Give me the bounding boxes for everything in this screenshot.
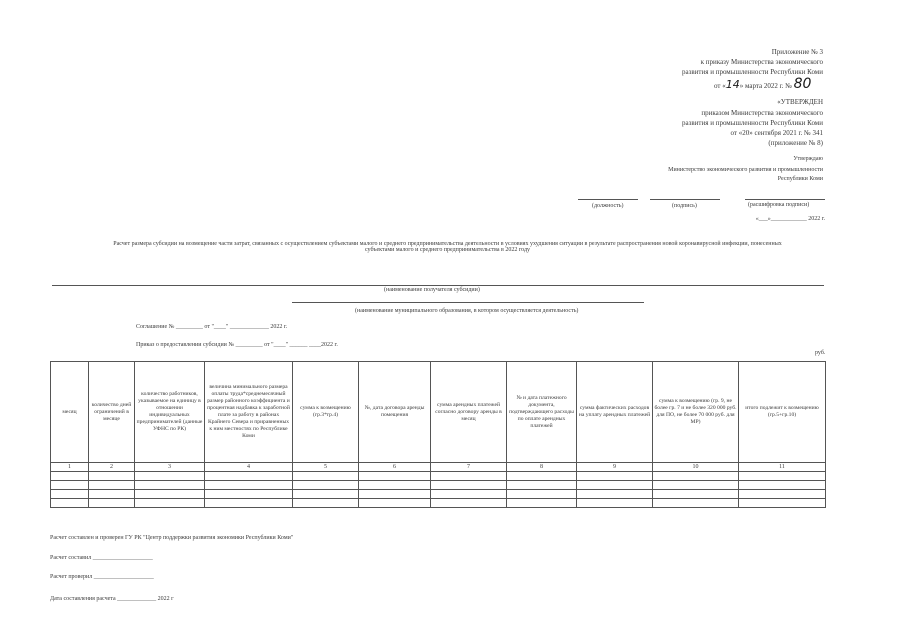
- decoding-line: [745, 199, 825, 200]
- header-rent-payments: сумма арендных платежей согласно договору аренды в месяц: [431, 362, 507, 463]
- header-lease-contract: №, дата договора аренды помещения: [359, 362, 431, 463]
- column-number: 9: [577, 463, 653, 472]
- header-employees: количество работников, указываемое на единицу в отношении индивидуальных предпринимателей (данные УФНС по РК): [135, 362, 205, 463]
- agreement-line: Соглашение № _________ от "____" _____________ 2022 г.: [136, 324, 288, 330]
- approve-title: Утверждаю: [793, 156, 823, 162]
- column-number: 5: [293, 463, 359, 472]
- document-title-line-1: Расчет размера субсидии на возмещение части затрат, связанных с осуществлением субъектами малого и среднего предпринимательства деятельности в условиях ухудшения ситуации в результате распространения новой коронавирусной инфекции, понесенных: [113, 241, 782, 247]
- header-rent-reimbursement: сумма к возмещению (гр. 9, не более гр. 7 и не более 320 000 руб. для ПО, не более 70 000 руб. для МР): [653, 362, 739, 463]
- table-row: [51, 499, 826, 508]
- table-row: [51, 490, 826, 499]
- approve-date-line: «___»____________ 2022 г.: [755, 216, 825, 222]
- decoding-label: (расшифровка подписи): [748, 202, 810, 208]
- column-number: 4: [205, 463, 293, 472]
- attachment-date-mid: » марта 2022 г. №: [739, 82, 792, 90]
- approve-org-line-2: Республики Коми: [777, 176, 823, 182]
- header-restriction-days: количество дней ограничений в месяце: [89, 362, 135, 463]
- column-number: 8: [507, 463, 577, 472]
- header-payment-document: № и дата платежного документа, подтверждающего расходы по оплате арендных платежей: [507, 362, 577, 463]
- header-reimbursement-sum: сумма к возмещению (гр.3*гр.4): [293, 362, 359, 463]
- recipient-line: [52, 285, 824, 286]
- attachment-number-handwritten: 80: [793, 76, 812, 92]
- attachment-line-2: к приказу Министерства экономического: [700, 58, 823, 66]
- municipality-line: [292, 302, 644, 303]
- signature-label: (подпись): [672, 203, 697, 209]
- recipient-label: (наименование получателя субсидии): [384, 287, 480, 293]
- column-number: 7: [431, 463, 507, 472]
- footer-prepared: Расчет составлен и проверен ГУ РК "Центр поддержки развития экономики Республики Коми": [50, 535, 294, 541]
- unit-label: руб.: [815, 350, 826, 356]
- approve-org-line-1: Министерство экономического развития и промышленности: [668, 167, 823, 173]
- calculation-table: [50, 361, 826, 508]
- approved-line-2: приказом Министерства экономического: [701, 109, 823, 117]
- order-line: Приказ о предоставлении субсидии № _________ от "____" ______ ____2022 г.: [136, 342, 338, 348]
- position-line: [578, 199, 638, 200]
- column-number: 6: [359, 463, 431, 472]
- approved-line-3: развития и промышленности Республики Коми: [682, 119, 823, 127]
- position-label: (должность): [592, 203, 624, 209]
- header-month: месяц: [51, 362, 89, 463]
- column-number: 2: [89, 463, 135, 472]
- municipality-label: (наименование муниципального образования, в котором осуществляется деятельность): [355, 308, 579, 314]
- header-min-wage: величина минимального размера оплаты труда*среднемесячный размер районного коэффициента и процентная надбавка к заработной плате за работу в районах Крайнего Севера и приравненных к ним местностях по Республике Коми: [205, 362, 293, 463]
- attachment-day-handwritten: 14: [725, 78, 740, 91]
- column-number: 11: [739, 463, 826, 472]
- table-row: [51, 481, 826, 490]
- attachment-line-3: развития и промышленности Республики Коми: [682, 68, 823, 76]
- approved-line-5: (приложение № 8): [768, 139, 823, 147]
- table-row: [51, 472, 826, 481]
- footer-checked: Расчет проверил ____________________: [50, 574, 154, 580]
- header-actual-expenses: сумма фактических расходов на уплату арендных платежей: [577, 362, 653, 463]
- document-title: [60, 241, 835, 253]
- column-number: 10: [653, 463, 739, 472]
- footer-composed: Расчет составил ____________________: [50, 555, 153, 561]
- attachment-line-4: [714, 76, 811, 92]
- document-title-line-2: субъектами малого и среднего предпринимательства в 2022 году: [364, 247, 531, 253]
- table-header-row: [51, 362, 826, 463]
- header-total: итого подлежит к возмещению (гр.5+гр.10): [739, 362, 826, 463]
- attachment-date-prefix: от «: [714, 82, 726, 90]
- column-number: 1: [51, 463, 89, 472]
- table-number-row: [51, 463, 826, 472]
- column-number: 3: [135, 463, 205, 472]
- approved-line-1: «УТВЕРЖДЕН: [777, 98, 823, 106]
- signature-line: [650, 199, 720, 200]
- approved-line-4: от «20» сентября 2021 г. № 341: [730, 129, 823, 137]
- footer-date: Дата составления расчета _____________ 2022 г: [50, 596, 174, 602]
- attachment-line-1: Приложение № 3: [771, 48, 823, 56]
